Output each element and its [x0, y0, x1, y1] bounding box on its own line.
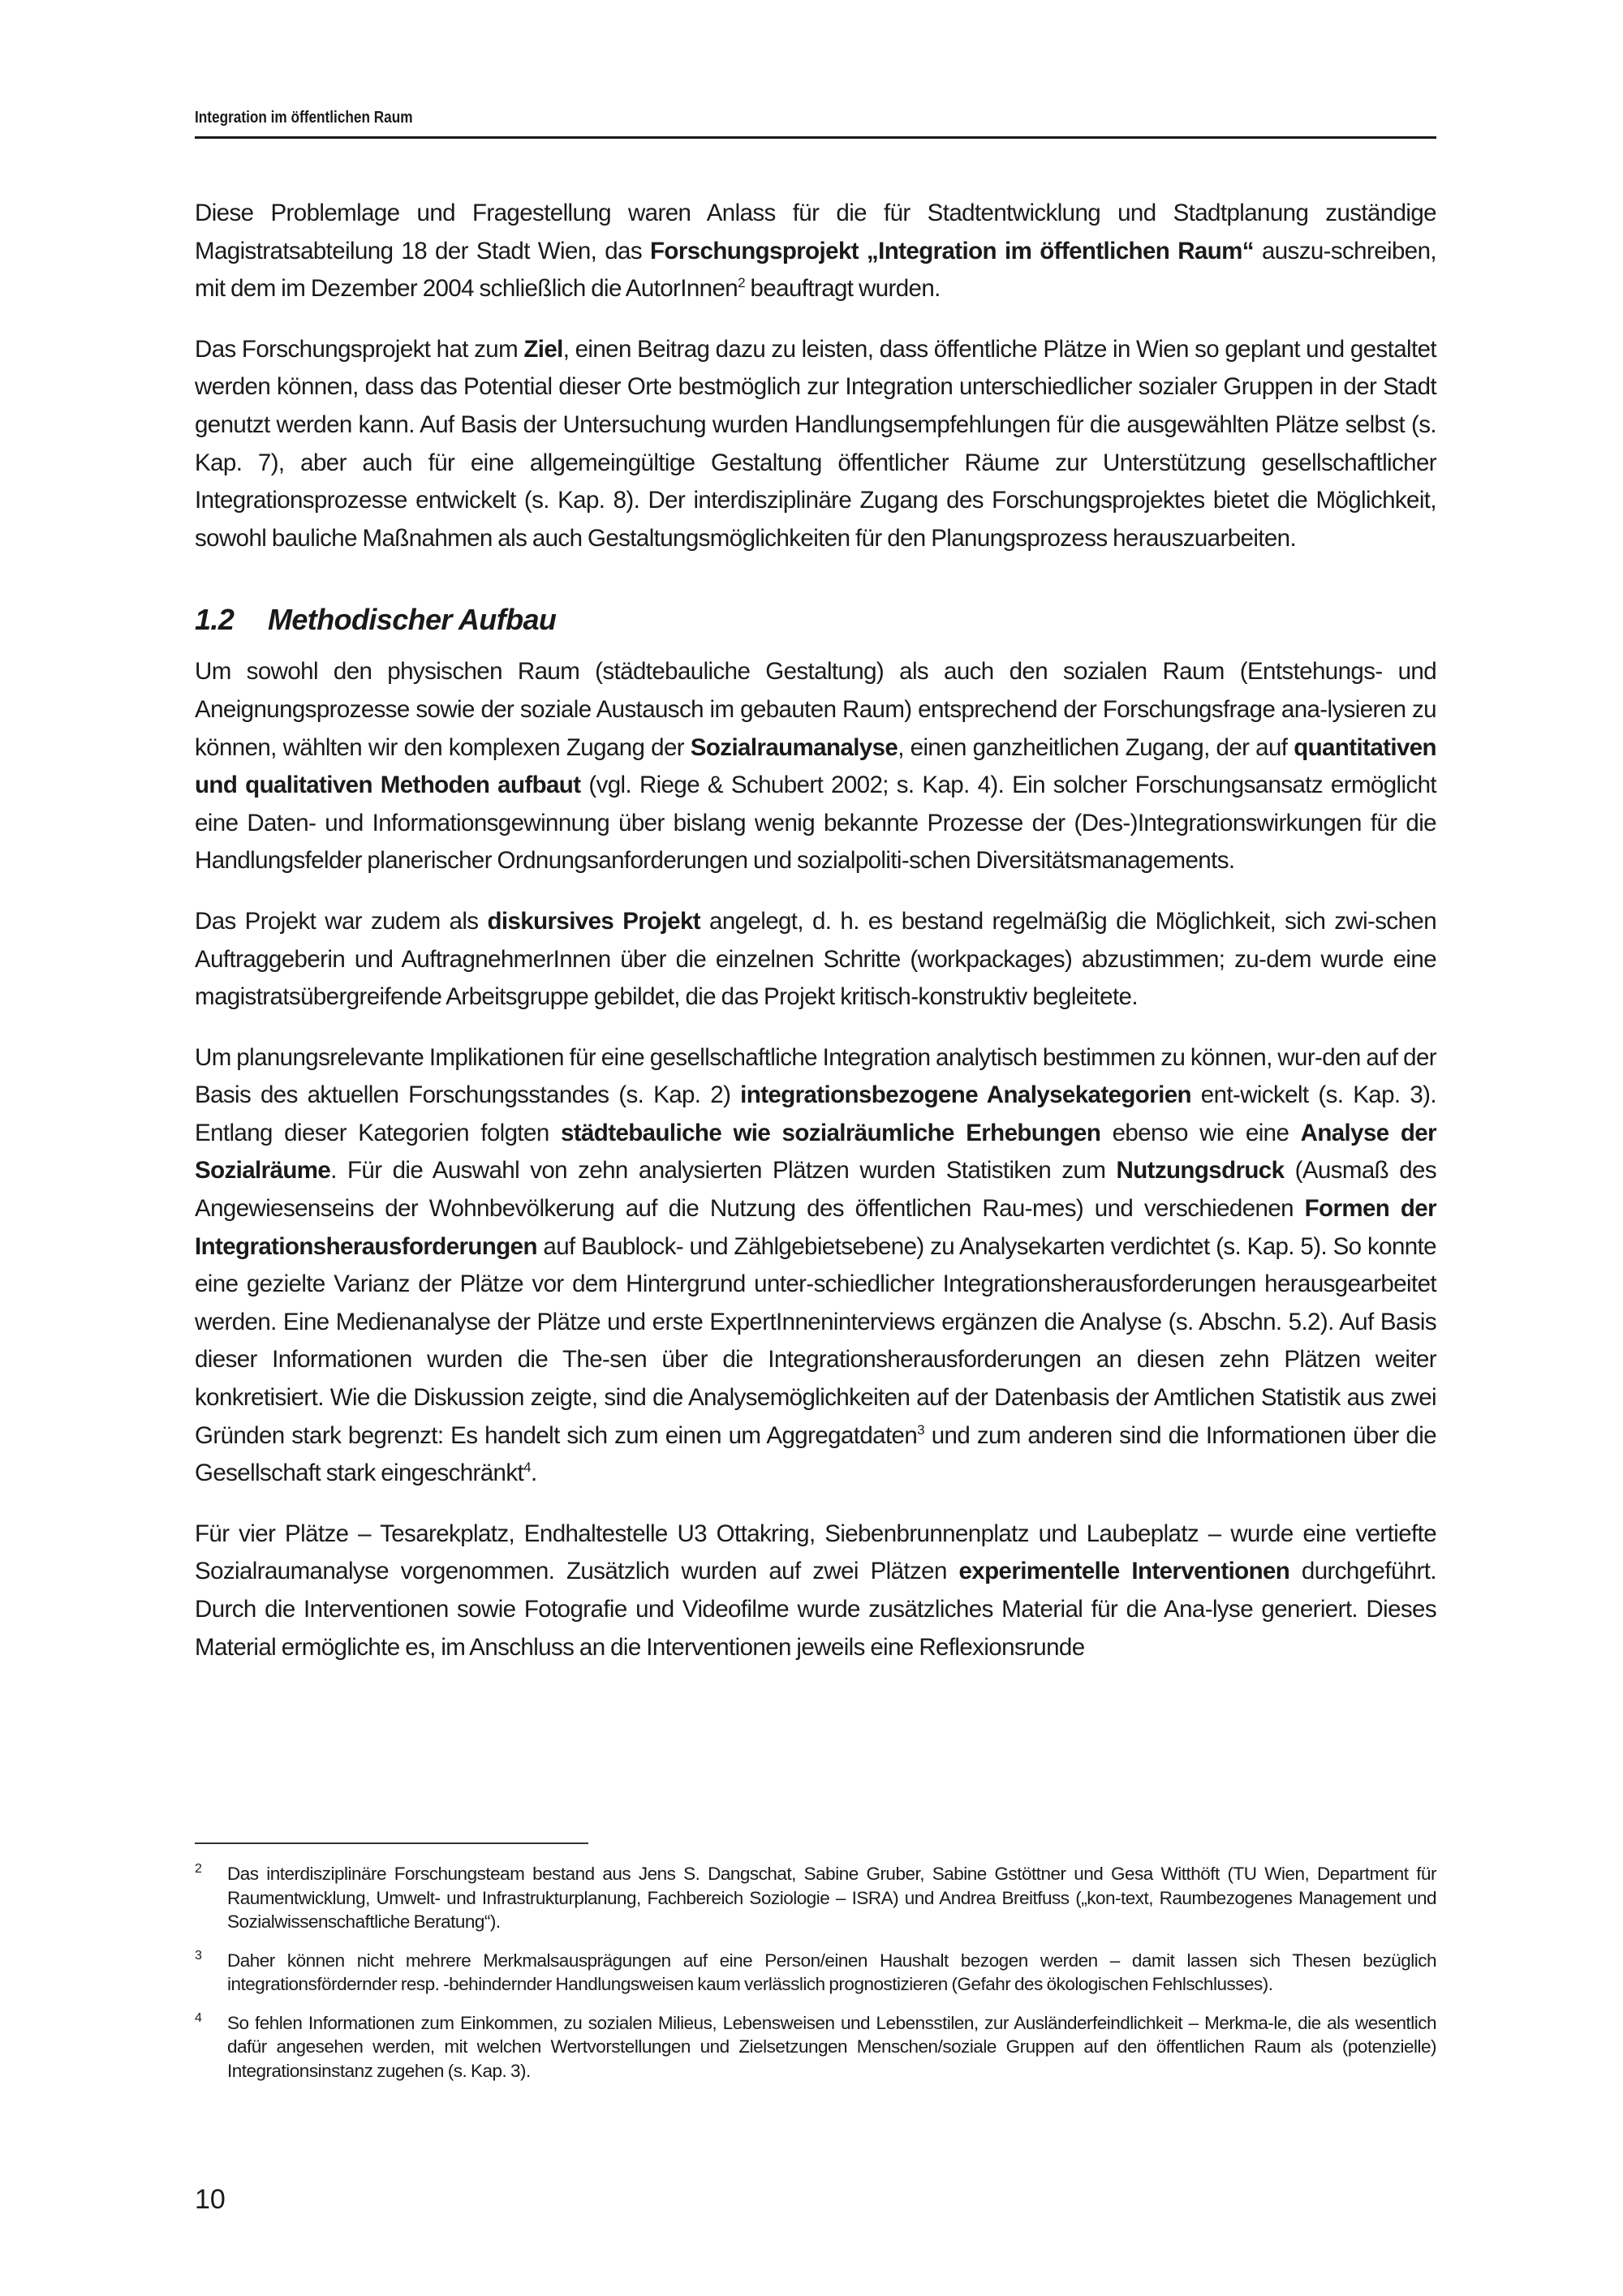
paragraph-2: Das Forschungsprojekt hat zum Ziel, einen Beitrag dazu zu leisten, dass öffentliche Plätze in Wien so geplant und gestaltet werden können, dass das Potential dieser Orte bestmöglich zur Integration unterschiedlicher sozialer Gruppen in der Stadt genutzt werden kann. Auf Basis der Untersuchung wurden Handlungsempfehlungen für die ausgewählten Plätze selbst (s. Kap. 7), aber auch für eine allgemeingültige Gestaltung öffentlicher Räume zur Unterstützung gesellschaftlicher Integrationsprozesse entwickelt (s. Kap. 8). Der interdisziplinäre Zugang des Forschungsprojektes bietet die Möglichkeit, sowohl bauliche Maßnahmen als auch Gestaltungsmöglichkeiten für den Planungsprozess herauszuarbeiten. [195, 335, 1436, 552]
footnote-text: Daher können nicht mehrere Merkmalsausprägungen auf eine Person/einen Haushalt bezogen werden – damit lassen sich Thesen bezüglich integrationsfördernder resp. -behindernder Handlungsweisen kaum verlässlich prognostizieren (Gefahr des ökologischen Fehlschlusses). [227, 1950, 1436, 1994]
paragraph-5: Um planungsrelevante Implikationen für eine gesellschaftliche Integration analytisch bestimmen zu können, wur-den auf der Basis des aktuellen Forschungsstandes (s. Kap. 2) integrationsbezogene Analysekategorien ent-wickelt (s. Kap. 3). Entlang dieser Kategorien folgten städtebauliche wie sozialräumliche Erhebungen ebenso wie eine Analyse der Sozialräume. Für die Auswahl von zehn analysierten Plätzen wurden Statistiken zum Nutzungsdruck (Ausmaß des Angewiesenseins der Wohnbevölkerung auf die Nutzung des öffentlichen Rau-mes) und verschiedenen Formen der Integrationsherausforderungen auf Baublock- und Zählgebietsebene) zu Analysekarten verdichtet (s. Kap. 5). So konnte eine gezielte Varianz der Plätze vor dem Hintergrund unter-schiedlicher Integrationsherausforderungen herausgearbeitet werden. Eine Medienanalyse der Plätze und erste ExpertInneninterviews ergänzen die Analyse (s. Abschn. 5.2). Auf Basis dieser Informationen wurden die The-sen über die Integrationsherausforderungen an diesen zehn Plätzen weiter konkretisiert. Wie die Diskussion zeigte, sind die Analysemöglichkeiten auf der Datenbasis der Amtlichen Statistik aus zwei Gründen stark begrenzt: Es handelt sich zum einen um Aggregatdaten$^3$ und zum anderen sind die Informationen über die Gesellschaft stark eingeschränkt$^4$. [195, 1043, 1436, 1487]
section-heading [195, 600, 1436, 640]
running-header-title: Integration im öffentlichen Raum [195, 109, 413, 127]
page-number: 10 [195, 2184, 226, 2215]
footnote-text: Das interdisziplinäre Forschungsteam bestand aus Jens S. Dangschat, Sabine Gruber, Sabine Gstöttner und Gesa Witthöft (TU Wien, Department für Raumentwicklung, Umwelt- und Infrastrukturplanung, Fachbereich Soziologie – ISRA) und Andrea Breitfuss („kon-text, Raumbezogenes Management und Sozialwissenschaftliche Beratung“). [227, 1864, 1436, 1932]
footnote-ref-2: 2 [738, 275, 745, 291]
paragraph-6: Für vier Plätze – Tesarekplatz, Endhaltestelle U3 Ottakring, Siebenbrunnenplatz und Laubeplatz – wurde eine vertiefte Sozialraumanalyse vorgenommen. Zusätzlich wurden auf zwei Plätzen experimentelle Interventionen durchgeführt. Durch die Interventionen sowie Fotografie und Videofilme wurde zusätzliches Material für die Ana-lyse generiert. Dieses Material ermöglichte es, im Anschluss an die Interventionen jeweils eine Reflexionsrunde [195, 1520, 1436, 1661]
footnote-item [195, 1862, 1436, 1934]
footnotes [195, 1862, 1436, 2097]
footnote-number: 2 [195, 1862, 202, 1876]
paragraph-4: Das Projekt war zudem als diskursives Projekt angelegt, d. h. es bestand regelmäßig die Möglichkeit, sich zwi-schen Auftraggeberin und AuftragnehmerInnen über die einzelnen Schritte (workpackages) abzustimmen; zu-dem wurde eine magistratsübergreifende Arbeitsgruppe gebildet, die das Projekt kritisch-konstruktiv begleitete. [195, 907, 1436, 1011]
footnote-item [195, 2011, 1436, 2083]
footnote-item [195, 1949, 1436, 1997]
footnote-ref-3: 3 [917, 1421, 925, 1438]
footnote-text: So fehlen Informationen zum Einkommen, zu sozialen Milieus, Lebensweisen und Lebensstilen, zur Ausländerfeindlichkeit – Merkma-le, die als wesentlich dafür angesehen werden, mit welchen Wertvorstellungen und Zielsetzungen Menschen/soziale Gruppen auf den öffentlichen Raum als (potenzielle) Integrationsinstanz zugehen (s. Kap. 3). [227, 2012, 1436, 2081]
footnote-ref-4: 4 [523, 1460, 531, 1476]
header-rule [195, 136, 1436, 139]
body-text [195, 195, 1436, 1689]
footnote-separator [195, 1842, 588, 1844]
section-title: Methodischer Aufbau [268, 603, 557, 637]
paragraph-1: Diese Problemlage und Fragestellung waren Anlass für die für Stadtentwicklung und Stadtplanung zuständige Magistratsabteilung 18 der Stadt Wien, das Forschungsprojekt „Integration im öffentlichen Raum“ auszu-schreiben, mit dem im Dezember 2004 schließlich die AutorInnen$^2$ beauftragt wurden. [195, 200, 1436, 303]
footnote-number: 4 [195, 2010, 202, 2025]
footnote-number: 3 [195, 1948, 202, 1963]
paragraph-3: Um sowohl den physischen Raum (städtebauliche Gestaltung) als auch den sozialen Raum (Entstehungs- und Aneignungsprozesse sowie der soziale Austausch im gebauten Raum) entsprechend der Forschungsfrage ana-lysieren zu können, wählten wir den komplexen Zugang der Sozialraumanalyse, einen ganzheitlichen Zugang, der auf quantitativen und qualitativen Methoden aufbaut (vgl. Riege & Schubert 2002; s. Kap. 4). Ein solcher Forschungsansatz ermöglicht eine Daten- und Informationsgewinnung über bislang wenig bekannte Prozesse der (Des-)Integrationswirkungen für die Handlungsfelder planerischer Ordnungsanforderungen und sozialpoliti-schen Diversitätsmanagements. [195, 658, 1436, 875]
section-number: 1.2 [195, 603, 235, 637]
